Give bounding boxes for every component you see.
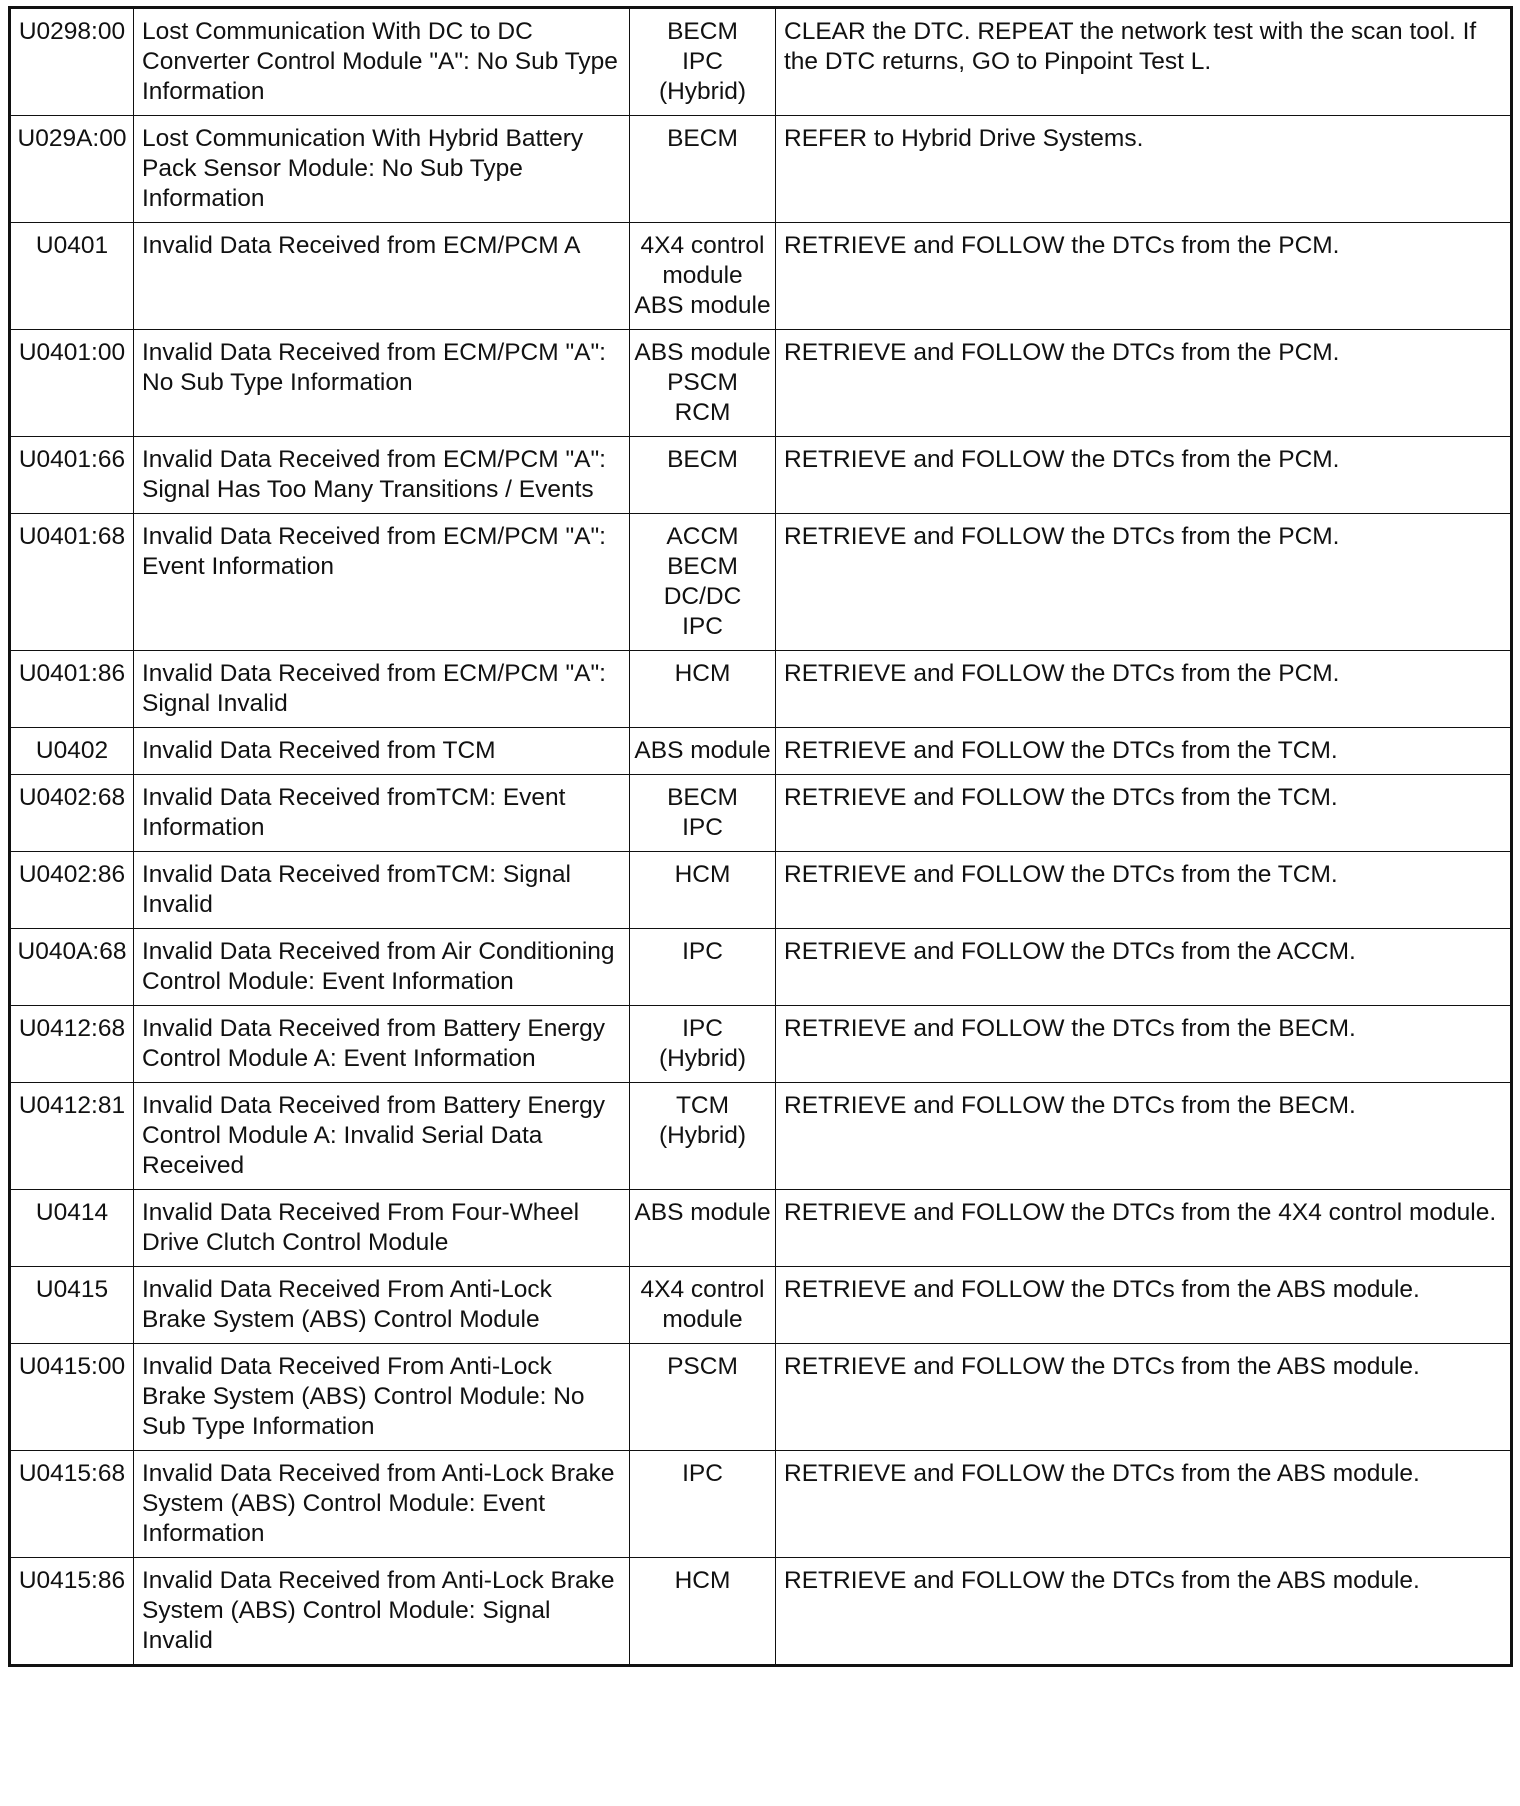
table-row: [10, 1558, 1512, 1666]
dtc-code: U0415:00: [10, 1344, 134, 1451]
module-name: BECM: [667, 18, 738, 45]
dtc-description: Lost Communication With DC to DC Converter Control Module "A": No Sub Type Information: [134, 8, 630, 116]
dtc-code: U0402: [10, 728, 134, 775]
dtc-modules: [630, 728, 776, 775]
table-row: [10, 437, 1512, 514]
dtc-modules: [630, 1083, 776, 1190]
dtc-description: Invalid Data Received from Battery Energy Control Module A: Invalid Serial Data Received: [134, 1083, 630, 1190]
dtc-action: RETRIEVE and FOLLOW the DTCs from the PCM.: [776, 651, 1512, 728]
dtc-action: REFER to Hybrid Drive Systems.: [776, 116, 1512, 223]
table-row: [10, 1006, 1512, 1083]
dtc-code: U0412:68: [10, 1006, 134, 1083]
dtc-code: U0401:86: [10, 651, 134, 728]
dtc-description: Invalid Data Received from ECM/PCM "A": Signal Invalid: [134, 651, 630, 728]
module-name: IPC: [682, 48, 723, 75]
module-name: RCM: [674, 399, 731, 426]
dtc-code: U0402:86: [10, 852, 134, 929]
dtc-action: RETRIEVE and FOLLOW the DTCs from the ABS module.: [776, 1344, 1512, 1451]
dtc-code: U0401:00: [10, 330, 134, 437]
dtc-description: Invalid Data Received From Anti-Lock Brake System (ABS) Control Module: No Sub Type Information: [134, 1344, 630, 1451]
dtc-description: Invalid Data Received from Air Conditioning Control Module: Event Information: [134, 929, 630, 1006]
module-name: IPC: [682, 814, 723, 841]
dtc-modules: [630, 775, 776, 852]
module-name: PSCM: [667, 1353, 738, 1380]
table-row: [10, 1190, 1512, 1267]
dtc-code: U0401:66: [10, 437, 134, 514]
module-name: 4X4 control module: [640, 232, 765, 289]
module-name: BECM: [667, 553, 738, 580]
dtc-description: Invalid Data Received from ECM/PCM "A": No Sub Type Information: [134, 330, 630, 437]
dtc-modules: [630, 330, 776, 437]
dtc-modules: [630, 8, 776, 116]
dtc-description: Invalid Data Received from Anti-Lock Brake System (ABS) Control Module: Signal Invalid: [134, 1558, 630, 1666]
dtc-action: RETRIEVE and FOLLOW the DTCs from the TCM.: [776, 775, 1512, 852]
dtc-description: Invalid Data Received from ECM/PCM A: [134, 223, 630, 330]
dtc-action: RETRIEVE and FOLLOW the DTCs from the BECM.: [776, 1006, 1512, 1083]
dtc-code: U0298:00: [10, 8, 134, 116]
dtc-description: Invalid Data Received from ECM/PCM "A": Event Information: [134, 514, 630, 651]
dtc-code: U0414: [10, 1190, 134, 1267]
dtc-action: RETRIEVE and FOLLOW the DTCs from the PCM.: [776, 330, 1512, 437]
module-name: IPC: [682, 1460, 723, 1487]
module-name: BECM: [667, 125, 738, 152]
dtc-action: RETRIEVE and FOLLOW the DTCs from the PCM.: [776, 514, 1512, 651]
dtc-modules: [630, 1267, 776, 1344]
table-row: [10, 1344, 1512, 1451]
dtc-table: [8, 6, 1513, 1667]
module-name: IPC: [682, 613, 723, 640]
dtc-action: RETRIEVE and FOLLOW the DTCs from the ACCM.: [776, 929, 1512, 1006]
dtc-description: Invalid Data Received from Anti-Lock Brake System (ABS) Control Module: Event Information: [134, 1451, 630, 1558]
module-name: BECM: [667, 446, 738, 473]
table-row: [10, 116, 1512, 223]
dtc-code: U0415:86: [10, 1558, 134, 1666]
dtc-action: RETRIEVE and FOLLOW the DTCs from the BECM.: [776, 1083, 1512, 1190]
dtc-description: Invalid Data Received from TCM: [134, 728, 630, 775]
dtc-description: Invalid Data Received from ECM/PCM "A": Signal Has Too Many Transitions / Events: [134, 437, 630, 514]
table-row: [10, 1451, 1512, 1558]
module-name: BECM: [667, 784, 738, 811]
module-name: ABS module: [634, 1199, 771, 1226]
dtc-modules: [630, 116, 776, 223]
dtc-action: CLEAR the DTC. REPEAT the network test with the scan tool. If the DTC returns, GO to Pinpoint Test L.: [776, 8, 1512, 116]
dtc-action: RETRIEVE and FOLLOW the DTCs from the ABS module.: [776, 1267, 1512, 1344]
module-name: (Hybrid): [658, 78, 747, 105]
module-name: ABS module: [634, 737, 771, 764]
dtc-description: Invalid Data Received fromTCM: Signal Invalid: [134, 852, 630, 929]
module-name: DC/DC: [663, 583, 742, 610]
table-row: [10, 728, 1512, 775]
module-name: (Hybrid): [658, 1122, 747, 1149]
table-row: [10, 929, 1512, 1006]
dtc-modules: [630, 929, 776, 1006]
module-name: ACCM: [666, 523, 739, 550]
dtc-code: U0401: [10, 223, 134, 330]
dtc-modules: [630, 1344, 776, 1451]
table-row: [10, 514, 1512, 651]
dtc-code: U029A:00: [10, 116, 134, 223]
module-name: IPC: [682, 1015, 723, 1042]
module-name: IPC: [682, 938, 723, 965]
table-row: [10, 8, 1512, 116]
dtc-modules: [630, 1451, 776, 1558]
table-row: [10, 852, 1512, 929]
dtc-description: Invalid Data Received from Battery Energy Control Module A: Event Information: [134, 1006, 630, 1083]
table-row: [10, 223, 1512, 330]
module-name: ABS module: [634, 292, 771, 319]
dtc-action: RETRIEVE and FOLLOW the DTCs from the 4X4 control module.: [776, 1190, 1512, 1267]
table-row: [10, 1083, 1512, 1190]
dtc-code: U0412:81: [10, 1083, 134, 1190]
dtc-code: U0402:68: [10, 775, 134, 852]
module-name: HCM: [674, 1567, 731, 1594]
dtc-description: Invalid Data Received From Four-Wheel Drive Clutch Control Module: [134, 1190, 630, 1267]
dtc-modules: [630, 1006, 776, 1083]
dtc-modules: [630, 437, 776, 514]
dtc-code: U0415:68: [10, 1451, 134, 1558]
module-name: HCM: [674, 861, 731, 888]
dtc-code: U040A:68: [10, 929, 134, 1006]
dtc-modules: [630, 852, 776, 929]
dtc-code: U0415: [10, 1267, 134, 1344]
module-name: 4X4 control module: [640, 1276, 765, 1333]
dtc-modules: [630, 1558, 776, 1666]
module-name: PSCM: [667, 369, 738, 396]
dtc-action: RETRIEVE and FOLLOW the DTCs from the TCM.: [776, 728, 1512, 775]
module-name: HCM: [674, 660, 731, 687]
dtc-description: Invalid Data Received fromTCM: Event Information: [134, 775, 630, 852]
dtc-action: RETRIEVE and FOLLOW the DTCs from the ABS module.: [776, 1558, 1512, 1666]
dtc-action: RETRIEVE and FOLLOW the DTCs from the PCM.: [776, 437, 1512, 514]
dtc-modules: [630, 514, 776, 651]
module-name: (Hybrid): [658, 1045, 747, 1072]
dtc-description: Lost Communication With Hybrid Battery Pack Sensor Module: No Sub Type Information: [134, 116, 630, 223]
dtc-description: Invalid Data Received From Anti-Lock Brake System (ABS) Control Module: [134, 1267, 630, 1344]
table-row: [10, 1267, 1512, 1344]
dtc-code: U0401:68: [10, 514, 134, 651]
table-row: [10, 330, 1512, 437]
dtc-action: RETRIEVE and FOLLOW the DTCs from the TCM.: [776, 852, 1512, 929]
dtc-modules: [630, 1190, 776, 1267]
table-row: [10, 651, 1512, 728]
dtc-modules: [630, 651, 776, 728]
module-name: ABS module: [634, 339, 771, 366]
dtc-modules: [630, 223, 776, 330]
table-row: [10, 775, 1512, 852]
dtc-action: RETRIEVE and FOLLOW the DTCs from the PCM.: [776, 223, 1512, 330]
dtc-action: RETRIEVE and FOLLOW the DTCs from the ABS module.: [776, 1451, 1512, 1558]
module-name: TCM: [675, 1092, 730, 1119]
